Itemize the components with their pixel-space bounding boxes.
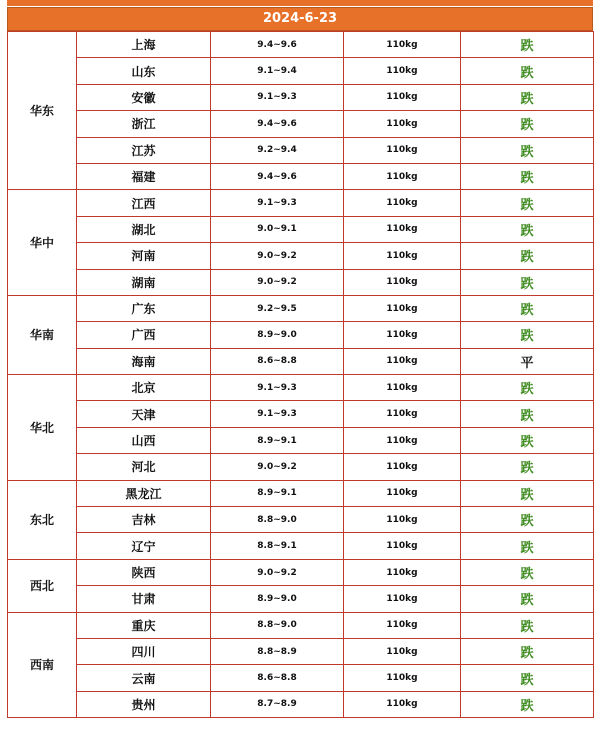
weight-cell: 110kg	[344, 665, 461, 691]
weight-cell: 110kg	[344, 691, 461, 717]
price-cell: 8.8~9.0	[211, 507, 344, 533]
table-row	[8, 665, 594, 691]
province-cell: 江苏	[77, 137, 211, 163]
trend-cell: 跌	[461, 401, 594, 427]
province-cell: 山东	[77, 58, 211, 84]
price-cell: 8.9~9.0	[211, 322, 344, 348]
table-row	[8, 480, 594, 506]
trend-cell: 跌	[461, 84, 594, 110]
weight-cell: 110kg	[344, 216, 461, 242]
trend-cell: 跌	[461, 691, 594, 717]
weight-cell: 110kg	[344, 322, 461, 348]
trend-cell: 跌	[461, 375, 594, 401]
weight-cell: 110kg	[344, 480, 461, 506]
price-cell: 9.4~9.6	[211, 163, 344, 189]
weight-cell: 110kg	[344, 84, 461, 110]
weight-cell: 110kg	[344, 454, 461, 480]
table-row	[8, 533, 594, 559]
trend-cell: 跌	[461, 137, 594, 163]
region-cell: 华东	[8, 32, 77, 190]
trend-cell: 跌	[461, 454, 594, 480]
weight-cell: 110kg	[344, 32, 461, 58]
table-row	[8, 375, 594, 401]
weight-cell: 110kg	[344, 243, 461, 269]
province-cell: 陕西	[77, 559, 211, 585]
price-cell: 9.0~9.2	[211, 269, 344, 295]
price-cell: 8.8~9.0	[211, 612, 344, 638]
table-row	[8, 137, 594, 163]
trend-cell: 跌	[461, 58, 594, 84]
table-row	[8, 348, 594, 374]
trend-cell: 跌	[461, 243, 594, 269]
price-cell: 8.9~9.1	[211, 427, 344, 453]
price-cell: 9.1~9.3	[211, 190, 344, 216]
table-row	[8, 612, 594, 638]
table-row	[8, 559, 594, 585]
province-cell: 贵州	[77, 691, 211, 717]
weight-cell: 110kg	[344, 163, 461, 189]
table-row	[8, 269, 594, 295]
date-header: 2024-6-23	[7, 7, 593, 31]
price-cell: 9.1~9.3	[211, 375, 344, 401]
trend-cell: 跌	[461, 295, 594, 321]
province-cell: 四川	[77, 638, 211, 664]
price-cell: 8.8~9.1	[211, 533, 344, 559]
province-cell: 广东	[77, 295, 211, 321]
trend-cell: 跌	[461, 507, 594, 533]
weight-cell: 110kg	[344, 295, 461, 321]
trend-cell: 跌	[461, 638, 594, 664]
province-cell: 浙江	[77, 111, 211, 137]
title-bar	[7, 0, 593, 6]
price-cell: 9.1~9.4	[211, 58, 344, 84]
region-cell: 西南	[8, 612, 77, 718]
trend-cell: 跌	[461, 111, 594, 137]
price-cell: 8.6~8.8	[211, 348, 344, 374]
trend-cell: 跌	[461, 480, 594, 506]
province-cell: 北京	[77, 375, 211, 401]
region-cell: 西北	[8, 559, 77, 612]
province-cell: 江西	[77, 190, 211, 216]
table-row	[8, 638, 594, 664]
table-row	[8, 58, 594, 84]
province-cell: 云南	[77, 665, 211, 691]
province-cell: 天津	[77, 401, 211, 427]
table-row	[8, 586, 594, 612]
price-cell: 8.7~8.9	[211, 691, 344, 717]
price-cell: 8.9~9.0	[211, 586, 344, 612]
province-cell: 湖北	[77, 216, 211, 242]
table-row	[8, 401, 594, 427]
weight-cell: 110kg	[344, 427, 461, 453]
weight-cell: 110kg	[344, 375, 461, 401]
price-cell: 9.2~9.4	[211, 137, 344, 163]
trend-cell: 跌	[461, 612, 594, 638]
weight-cell: 110kg	[344, 533, 461, 559]
province-cell: 甘肃	[77, 586, 211, 612]
table-row	[8, 295, 594, 321]
price-cell: 9.0~9.2	[211, 559, 344, 585]
province-cell: 福建	[77, 163, 211, 189]
table-row	[8, 111, 594, 137]
price-cell: 9.4~9.6	[211, 111, 344, 137]
trend-cell: 跌	[461, 163, 594, 189]
weight-cell: 110kg	[344, 586, 461, 612]
price-cell: 9.1~9.3	[211, 401, 344, 427]
region-cell: 东北	[8, 480, 77, 559]
trend-cell: 跌	[461, 559, 594, 585]
price-cell: 9.4~9.6	[211, 32, 344, 58]
region-cell: 华北	[8, 375, 77, 481]
table-row	[8, 163, 594, 189]
province-cell: 重庆	[77, 612, 211, 638]
trend-cell: 跌	[461, 322, 594, 348]
weight-cell: 110kg	[344, 190, 461, 216]
region-cell: 华中	[8, 190, 77, 296]
table-row	[8, 84, 594, 110]
weight-cell: 110kg	[344, 111, 461, 137]
table-row	[8, 507, 594, 533]
trend-cell: 跌	[461, 586, 594, 612]
weight-cell: 110kg	[344, 559, 461, 585]
province-cell: 安徽	[77, 84, 211, 110]
trend-cell: 平	[461, 348, 594, 374]
table-row	[8, 454, 594, 480]
table-row	[8, 691, 594, 717]
price-cell: 8.6~8.8	[211, 665, 344, 691]
province-cell: 吉林	[77, 507, 211, 533]
table-row	[8, 216, 594, 242]
province-cell: 辽宁	[77, 533, 211, 559]
price-cell: 8.8~8.9	[211, 638, 344, 664]
price-cell: 9.0~9.1	[211, 216, 344, 242]
trend-cell: 跌	[461, 427, 594, 453]
price-table-body	[8, 32, 594, 718]
price-cell: 9.0~9.2	[211, 454, 344, 480]
table-row	[8, 190, 594, 216]
weight-cell: 110kg	[344, 348, 461, 374]
table-row	[8, 322, 594, 348]
weight-cell: 110kg	[344, 137, 461, 163]
trend-cell: 跌	[461, 190, 594, 216]
weight-cell: 110kg	[344, 507, 461, 533]
table-row	[8, 427, 594, 453]
price-table	[7, 31, 594, 718]
weight-cell: 110kg	[344, 638, 461, 664]
province-cell: 海南	[77, 348, 211, 374]
trend-cell: 跌	[461, 665, 594, 691]
province-cell: 河北	[77, 454, 211, 480]
province-cell: 湖南	[77, 269, 211, 295]
province-cell: 山西	[77, 427, 211, 453]
trend-cell: 跌	[461, 533, 594, 559]
weight-cell: 110kg	[344, 401, 461, 427]
region-cell: 华南	[8, 295, 77, 374]
price-cell: 9.0~9.2	[211, 243, 344, 269]
price-cell: 9.1~9.3	[211, 84, 344, 110]
province-cell: 黑龙江	[77, 480, 211, 506]
province-cell: 广西	[77, 322, 211, 348]
weight-cell: 110kg	[344, 58, 461, 84]
price-cell: 8.9~9.1	[211, 480, 344, 506]
province-cell: 上海	[77, 32, 211, 58]
price-cell: 9.2~9.5	[211, 295, 344, 321]
table-row	[8, 243, 594, 269]
trend-cell: 跌	[461, 269, 594, 295]
table-row	[8, 32, 594, 58]
weight-cell: 110kg	[344, 269, 461, 295]
trend-cell: 跌	[461, 32, 594, 58]
trend-cell: 跌	[461, 216, 594, 242]
province-cell: 河南	[77, 243, 211, 269]
weight-cell: 110kg	[344, 612, 461, 638]
